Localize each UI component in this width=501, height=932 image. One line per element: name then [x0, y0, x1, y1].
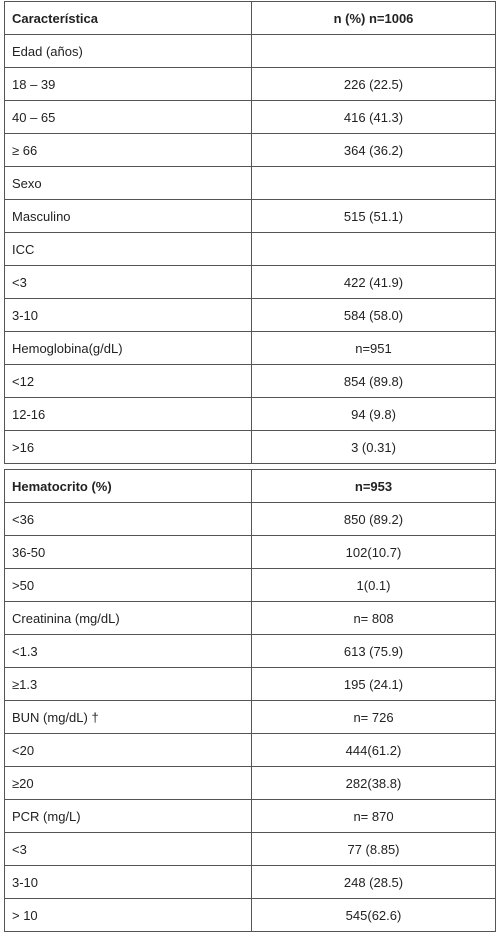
- row-label: Edad (años): [5, 35, 252, 68]
- table-part-1: [4, 1, 496, 464]
- row-value: 226 (22.5): [252, 68, 496, 101]
- row-value: 416 (41.3): [252, 101, 496, 134]
- row-value: 102(10.7): [252, 536, 496, 569]
- row-label: 3-10: [5, 866, 252, 899]
- row-value: 3 (0.31): [252, 431, 496, 464]
- row-label: 36-50: [5, 536, 252, 569]
- row-label: <3: [5, 833, 252, 866]
- row-value: 77 (8.85): [252, 833, 496, 866]
- row-label: <36: [5, 503, 252, 536]
- row-label: 18 – 39: [5, 68, 252, 101]
- row-label: <20: [5, 734, 252, 767]
- table-row: [5, 200, 496, 233]
- table-row: [5, 332, 496, 365]
- row-value: 545(62.6): [252, 899, 496, 932]
- row-label: 12-16: [5, 398, 252, 431]
- row-label: PCR (mg/L): [5, 800, 252, 833]
- row-label: <12: [5, 365, 252, 398]
- row-value: 854 (89.8): [252, 365, 496, 398]
- table-row: [5, 866, 496, 899]
- row-value: 850 (89.2): [252, 503, 496, 536]
- row-value: 195 (24.1): [252, 668, 496, 701]
- table-header-row: [5, 2, 496, 35]
- row-value: 444(61.2): [252, 734, 496, 767]
- table-row: [5, 167, 496, 200]
- row-label: BUN (mg/dL) †: [5, 701, 252, 734]
- row-label: Creatinina (mg/dL): [5, 602, 252, 635]
- header-hematocrit-n: n=953: [252, 470, 496, 503]
- row-value: 613 (75.9): [252, 635, 496, 668]
- row-value: 422 (41.9): [252, 266, 496, 299]
- row-label: Hemoglobina(g/dL): [5, 332, 252, 365]
- table-row: [5, 134, 496, 167]
- row-label: Sexo: [5, 167, 252, 200]
- table-row: [5, 767, 496, 800]
- header-hematocrit: Hematocrito (%): [5, 470, 252, 503]
- table-row: [5, 233, 496, 266]
- table-row: [5, 899, 496, 932]
- table-part-2: [4, 469, 496, 932]
- row-value: 94 (9.8): [252, 398, 496, 431]
- table-row: [5, 431, 496, 464]
- table-row: [5, 101, 496, 134]
- row-label: > 10: [5, 899, 252, 932]
- table-row: [5, 536, 496, 569]
- row-value: n= 726: [252, 701, 496, 734]
- row-label: >16: [5, 431, 252, 464]
- table-row: [5, 299, 496, 332]
- row-value: [252, 167, 496, 200]
- table-row: [5, 635, 496, 668]
- header-n-percent: n (%) n=1006: [252, 2, 496, 35]
- row-value: n= 808: [252, 602, 496, 635]
- row-value: 584 (58.0): [252, 299, 496, 332]
- row-label: <1.3: [5, 635, 252, 668]
- row-label: 3-10: [5, 299, 252, 332]
- table-row: [5, 668, 496, 701]
- row-value: [252, 233, 496, 266]
- table-row: [5, 833, 496, 866]
- row-value: 1(0.1): [252, 569, 496, 602]
- row-value: 364 (36.2): [252, 134, 496, 167]
- table-row: [5, 398, 496, 431]
- characteristics-table: [4, 1, 496, 932]
- table-row: [5, 602, 496, 635]
- table-row: [5, 365, 496, 398]
- row-value: n= 870: [252, 800, 496, 833]
- row-label: 40 – 65: [5, 101, 252, 134]
- row-value: 515 (51.1): [252, 200, 496, 233]
- row-value: 248 (28.5): [252, 866, 496, 899]
- table-row: [5, 569, 496, 602]
- row-label: <3: [5, 266, 252, 299]
- row-label: Masculino: [5, 200, 252, 233]
- row-value: [252, 35, 496, 68]
- table-header-row: [5, 470, 496, 503]
- table-row: [5, 266, 496, 299]
- row-value: 282(38.8): [252, 767, 496, 800]
- row-label: ≥1.3: [5, 668, 252, 701]
- table-row: [5, 68, 496, 101]
- table-row: [5, 503, 496, 536]
- row-label: >50: [5, 569, 252, 602]
- row-label: ≥20: [5, 767, 252, 800]
- row-value: n=951: [252, 332, 496, 365]
- row-label: ICC: [5, 233, 252, 266]
- table-row: [5, 800, 496, 833]
- row-label: ≥ 66: [5, 134, 252, 167]
- table-row: [5, 701, 496, 734]
- table-row: [5, 734, 496, 767]
- header-characteristic: Característica: [5, 2, 252, 35]
- table-row: [5, 35, 496, 68]
